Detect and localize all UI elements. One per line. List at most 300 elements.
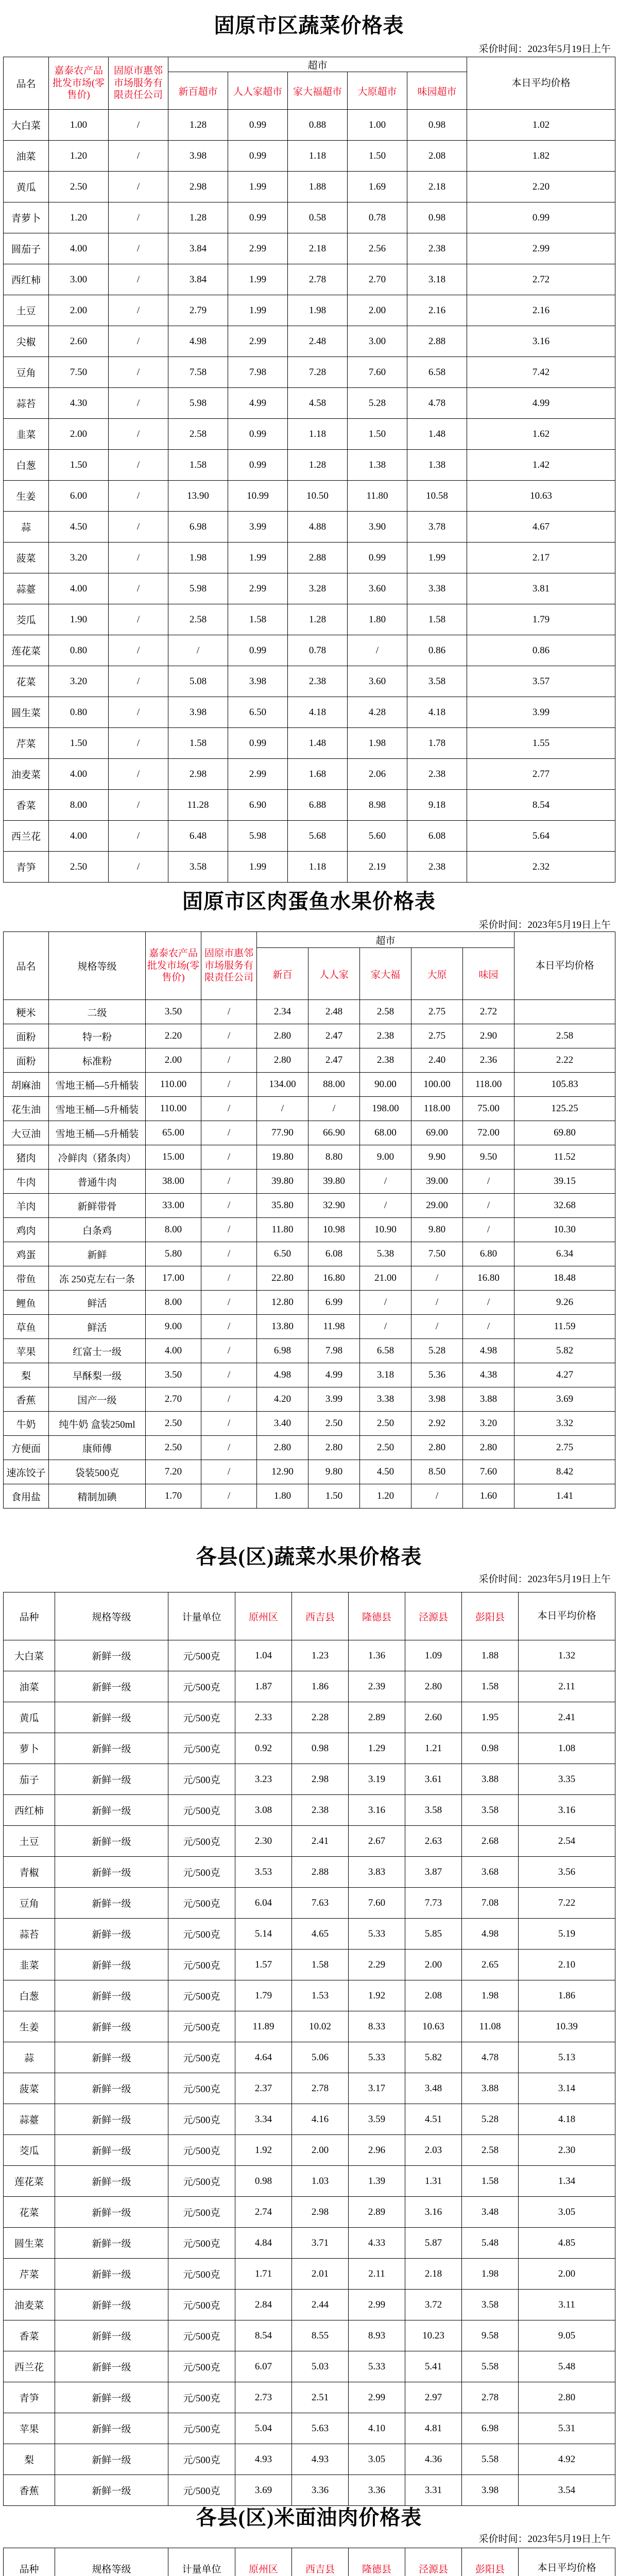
price-cell: 1.28 [168, 110, 228, 141]
item-name: 方便面 [4, 1436, 49, 1460]
price-cell: 2.39 [349, 1671, 405, 1702]
price-cell: 9.58 [462, 2320, 519, 2351]
item-name: 土豆 [4, 1826, 55, 1857]
item-name: 梨 [4, 1363, 49, 1387]
price-cell: 15.00 [146, 1145, 201, 1170]
table-row [4, 1194, 615, 1218]
table-row [4, 512, 615, 543]
spec-cell: 新鲜一级 [55, 2166, 168, 2197]
price-cell: 2.38 [360, 1024, 411, 1048]
price-cell: 4.00 [146, 1339, 201, 1363]
header-shop: 新百 [257, 948, 308, 1000]
price-cell: 66.90 [308, 1121, 360, 1145]
header-county: 原州区 [235, 1592, 292, 1640]
price-cell: 11.80 [257, 1218, 308, 1242]
unit-cell: 元/500克 [168, 1919, 235, 1950]
price-cell: 3.98 [228, 666, 288, 697]
price-cell: 2.98 [168, 759, 228, 790]
price-cell: 3.98 [462, 2475, 519, 2506]
unit-cell: 元/500克 [168, 2475, 235, 2506]
price-cell: 3.53 [235, 1857, 292, 1888]
table-row [4, 141, 615, 172]
price-cell: 1.20 [49, 202, 109, 233]
price-cell: 7.58 [168, 357, 228, 388]
price-cell: 1.98 [288, 295, 348, 326]
price-cell: 39.00 [411, 1170, 463, 1194]
item-name: 芹菜 [4, 2259, 55, 2290]
price-cell: 3.05 [519, 2197, 615, 2228]
item-name: 西红柿 [4, 1795, 55, 1826]
table-row [4, 110, 615, 141]
price-cell: 88.00 [308, 1073, 360, 1097]
spec-cell: 早酥梨一级 [49, 1363, 146, 1387]
price-cell: 2.00 [146, 1048, 201, 1073]
price-cell: 2.75 [411, 1024, 463, 1048]
price-cell: 6.98 [462, 2413, 519, 2444]
price-cell: 3.83 [349, 1857, 405, 1888]
price-cell: 9.80 [411, 1218, 463, 1242]
table-row [4, 697, 615, 728]
price-cell: 2.80 [257, 1048, 308, 1073]
price-cell: 2.97 [405, 2382, 462, 2413]
price-cell: 9.90 [411, 1145, 463, 1170]
price-cell: / [109, 666, 168, 697]
price-cell: 5.28 [348, 388, 407, 419]
table-row [4, 728, 615, 759]
price-cell: 1.68 [288, 759, 348, 790]
price-cell: 5.63 [292, 2413, 349, 2444]
price-cell: 4.30 [49, 388, 109, 419]
price-cell: 2.79 [168, 295, 228, 326]
item-name: 苹果 [4, 1339, 49, 1363]
price-cell: 2.37 [235, 2073, 292, 2104]
price-cell: 2.08 [407, 141, 467, 172]
spec-cell: 雪地王桶—5升桶装 [49, 1121, 146, 1145]
price-cell: 5.06 [292, 2042, 349, 2073]
price-cell: 4.00 [49, 233, 109, 264]
price-cell: 3.20 [49, 666, 109, 697]
section2-title: 固原市区肉蛋鱼水果价格表 [182, 890, 436, 913]
price-cell: 0.86 [407, 635, 467, 666]
table-row [4, 233, 615, 264]
price-cell: 1.03 [292, 2166, 349, 2197]
price-cell: 7.08 [462, 1888, 519, 1919]
price-cell: 105.83 [514, 1073, 615, 1097]
price-cell: 3.58 [407, 666, 467, 697]
price-cell: 0.98 [407, 110, 467, 141]
header-average: 本日平均价格 [519, 1592, 615, 1640]
unit-cell: 元/500克 [168, 1888, 235, 1919]
spec-cell: 雪地王桶—5升桶装 [49, 1073, 146, 1097]
price-cell: 3.50 [146, 1000, 201, 1024]
price-cell: 11.59 [514, 1315, 615, 1339]
item-name: 苹果 [4, 2413, 55, 2444]
price-cell: 5.08 [168, 666, 228, 697]
item-name: 鸡蛋 [4, 1242, 49, 1266]
price-cell: 2.38 [407, 233, 467, 264]
header-wholesale: 嘉泰农产品批发市场(零售价) [49, 57, 109, 110]
price-cell: 39.80 [308, 1170, 360, 1194]
item-name: 油麦菜 [4, 759, 49, 790]
price-cell: 1.50 [308, 1484, 360, 1509]
spec-cell: 纯牛奶 盒装250ml [49, 1412, 146, 1436]
price-cell: 2.00 [292, 2135, 349, 2166]
price-cell: 3.34 [235, 2104, 292, 2135]
price-cell [514, 1000, 615, 1024]
price-cell: 77.90 [257, 1121, 308, 1145]
price-cell: / [109, 357, 168, 388]
price-cell: 2.01 [292, 2259, 349, 2290]
price-cell: 4.99 [228, 388, 288, 419]
price-cell: 3.18 [407, 264, 467, 295]
price-cell: 2.58 [360, 1000, 411, 1024]
item-name: 羊肉 [4, 1194, 49, 1218]
item-name: 萝卜 [4, 1733, 55, 1764]
price-cell: 13.90 [168, 481, 228, 512]
item-name: 牛奶 [4, 1412, 49, 1436]
header-county: 西吉县 [292, 2548, 349, 2576]
table-row [4, 2011, 615, 2042]
item-name: 胡麻油 [4, 1073, 49, 1097]
price-cell: 2.80 [308, 1436, 360, 1460]
unit-cell: 元/500克 [168, 2351, 235, 2382]
price-cell: 0.99 [228, 728, 288, 759]
item-name: 菠菜 [4, 543, 49, 573]
price-cell: 1.18 [288, 852, 348, 883]
price-cell: 1.50 [348, 419, 407, 450]
price-cell: 2.32 [467, 852, 615, 883]
price-cell: 2.75 [411, 1000, 463, 1024]
price-cell: 8.55 [292, 2320, 349, 2351]
table-row [4, 1097, 615, 1121]
price-cell: 2.30 [519, 2135, 615, 2166]
price-cell: 4.98 [257, 1363, 308, 1387]
price-cell: 0.99 [467, 202, 615, 233]
unit-cell: 元/500克 [168, 1795, 235, 1826]
price-cell: 38.00 [146, 1170, 201, 1194]
price-cell: 2.34 [257, 1000, 308, 1024]
price-cell: 3.17 [349, 2073, 405, 2104]
spec-cell: 新鲜带骨 [49, 1194, 146, 1218]
price-cell: 5.04 [235, 2413, 292, 2444]
price-cell: 2.50 [49, 172, 109, 202]
price-cell: 1.58 [168, 728, 228, 759]
header-county: 彭阳县 [462, 1592, 519, 1640]
price-cell: 2.78 [462, 2382, 519, 2413]
price-cell: 2.00 [49, 295, 109, 326]
price-cell: 11.08 [462, 2011, 519, 2042]
price-cell: 11.98 [308, 1315, 360, 1339]
price-cell: 3.87 [405, 1857, 462, 1888]
price-cell: / [109, 604, 168, 635]
item-name: 草鱼 [4, 1315, 49, 1339]
price-cell: 1.90 [49, 604, 109, 635]
table-row [4, 852, 615, 883]
spec-cell: 新鲜一级 [55, 1950, 168, 1980]
price-cell: 125.25 [514, 1097, 615, 1121]
price-cell: 3.78 [407, 512, 467, 543]
price-cell: 10.98 [308, 1218, 360, 1242]
price-cell: 0.98 [292, 1733, 349, 1764]
price-cell: 3.20 [463, 1412, 514, 1436]
table-row [4, 790, 615, 821]
table-row [4, 2413, 615, 2444]
price-cell: 1.00 [348, 110, 407, 141]
price-cell: 1.28 [288, 604, 348, 635]
section3-date: 采价时间：2023年5月19日上午 [478, 1574, 611, 1585]
table-row [4, 2290, 615, 2320]
price-cell: 5.98 [168, 388, 228, 419]
price-cell: / [109, 852, 168, 883]
spec-cell: 新鲜一级 [55, 1640, 168, 1671]
price-cell: 8.42 [514, 1460, 615, 1484]
price-cell: 6.08 [308, 1242, 360, 1266]
table-row [4, 573, 615, 604]
item-name: 西红柿 [4, 264, 49, 295]
price-cell: / [201, 1048, 257, 1073]
price-cell: 9.00 [146, 1315, 201, 1339]
price-cell: 10.23 [405, 2320, 462, 2351]
price-cell: 16.80 [308, 1266, 360, 1291]
spec-cell: 鲜活 [49, 1315, 146, 1339]
price-cell: 2.80 [463, 1436, 514, 1460]
price-cell: 0.80 [49, 635, 109, 666]
price-cell: 198.00 [360, 1097, 411, 1121]
price-cell: / [201, 1000, 257, 1024]
price-cell: 2.80 [257, 1024, 308, 1048]
price-cell: / [201, 1145, 257, 1170]
price-cell: 5.33 [349, 2351, 405, 2382]
item-name: 香蕉 [4, 1387, 49, 1412]
price-cell: 32.90 [308, 1194, 360, 1218]
price-cell: 18.48 [514, 1266, 615, 1291]
header-unit: 计量单位 [168, 2548, 235, 2576]
table-row [4, 295, 615, 326]
price-cell: / [463, 1315, 514, 1339]
price-cell: 5.33 [349, 2042, 405, 2073]
price-cell: 4.18 [407, 697, 467, 728]
price-cell: 2.11 [519, 1671, 615, 1702]
spec-cell: 新鲜一级 [55, 1733, 168, 1764]
price-cell: 39.80 [257, 1170, 308, 1194]
price-cell: 3.60 [348, 666, 407, 697]
price-cell: 1.41 [514, 1484, 615, 1509]
price-cell: 1.42 [467, 450, 615, 481]
spec-cell: 新鲜 [49, 1242, 146, 1266]
table-row [4, 2444, 615, 2475]
price-cell: 10.39 [519, 2011, 615, 2042]
price-cell: 10.63 [467, 481, 615, 512]
price-cell: 7.42 [467, 357, 615, 388]
price-cell: 3.84 [168, 264, 228, 295]
price-cell: 2.50 [49, 852, 109, 883]
price-cell: 2.03 [405, 2135, 462, 2166]
price-cell: / [109, 202, 168, 233]
price-cell: 0.99 [228, 202, 288, 233]
price-cell: 1.71 [235, 2259, 292, 2290]
price-cell: 4.65 [292, 1919, 349, 1950]
price-cell: / [463, 1170, 514, 1194]
price-cell: 22.80 [257, 1266, 308, 1291]
price-cell: / [411, 1266, 463, 1291]
price-cell: 9.18 [407, 790, 467, 821]
price-cell: 5.82 [405, 2042, 462, 2073]
item-name: 油菜 [4, 141, 49, 172]
price-cell: 7.73 [405, 1888, 462, 1919]
county-vegetable-fruit-table [3, 1592, 615, 2506]
price-cell: 2.90 [463, 1024, 514, 1048]
price-cell: 0.99 [228, 450, 288, 481]
price-cell: 3.99 [228, 512, 288, 543]
price-cell: 4.51 [405, 2104, 462, 2135]
price-cell: 6.00 [49, 481, 109, 512]
item-name: 青椒 [4, 1857, 55, 1888]
price-cell: / [201, 1339, 257, 1363]
item-name: 带鱼 [4, 1266, 49, 1291]
header-huijia: 固原市惠邻市场服务有限责任公司 [109, 57, 168, 110]
price-cell: 3.40 [257, 1412, 308, 1436]
price-cell: 2.99 [228, 233, 288, 264]
price-cell: 1.82 [467, 141, 615, 172]
price-cell: 1.58 [292, 1950, 349, 1980]
table-row [4, 1764, 615, 1795]
unit-cell: 元/500克 [168, 2104, 235, 2135]
item-name: 花菜 [4, 2197, 55, 2228]
price-cell: 65.00 [146, 1121, 201, 1145]
item-name: 食用盐 [4, 1484, 49, 1509]
price-cell: 1.34 [519, 2166, 615, 2197]
price-cell: 2.75 [514, 1436, 615, 1460]
price-cell: 9.50 [463, 1145, 514, 1170]
price-cell: 1.08 [519, 1733, 615, 1764]
price-cell: / [257, 1097, 308, 1121]
price-cell: 2.99 [228, 326, 288, 357]
price-cell: 3.88 [463, 1387, 514, 1412]
price-cell: / [109, 264, 168, 295]
price-cell: 19.80 [257, 1145, 308, 1170]
item-name: 油麦菜 [4, 2290, 55, 2320]
price-cell: 1.92 [235, 2135, 292, 2166]
price-cell: 2.48 [288, 326, 348, 357]
price-cell: 13.80 [257, 1315, 308, 1339]
price-cell: 2.63 [405, 1826, 462, 1857]
price-cell: 1.28 [288, 450, 348, 481]
price-cell: 1.79 [467, 604, 615, 635]
price-cell: 2.89 [349, 2197, 405, 2228]
price-cell: 17.00 [146, 1266, 201, 1291]
unit-cell: 元/500克 [168, 2259, 235, 2290]
price-cell: 11.28 [168, 790, 228, 821]
table-row [4, 1888, 615, 1919]
spec-cell: 新鲜一级 [55, 2444, 168, 2475]
spec-cell: 普通牛肉 [49, 1170, 146, 1194]
spec-cell: 新鲜一级 [55, 2259, 168, 2290]
table-row [4, 1484, 615, 1509]
price-cell: 3.90 [348, 512, 407, 543]
price-cell: / [201, 1024, 257, 1048]
price-cell: 1.09 [405, 1640, 462, 1671]
price-cell: 1.99 [407, 543, 467, 573]
price-cell: 2.50 [146, 1436, 201, 1460]
price-cell: 2.58 [514, 1024, 615, 1048]
price-cell: 4.88 [288, 512, 348, 543]
item-name: 圆茄子 [4, 233, 49, 264]
price-cell: 1.99 [228, 543, 288, 573]
table-row [4, 1640, 615, 1671]
price-cell: 1.95 [462, 1702, 519, 1733]
price-cell: 4.78 [462, 2042, 519, 2073]
price-cell: 2.06 [348, 759, 407, 790]
price-cell: 4.50 [360, 1460, 411, 1484]
table-row [4, 2104, 615, 2135]
table-row [4, 1412, 615, 1436]
price-cell: / [201, 1121, 257, 1145]
header-row [4, 2548, 615, 2576]
unit-cell: 元/500克 [168, 2073, 235, 2104]
price-cell: 3.98 [168, 141, 228, 172]
item-name: 香菜 [4, 2320, 55, 2351]
table-row [4, 1218, 615, 1242]
table-row [4, 1145, 615, 1170]
table-row [4, 264, 615, 295]
price-cell: 4.64 [235, 2042, 292, 2073]
table-row [4, 1671, 615, 1702]
price-cell: 11.89 [235, 2011, 292, 2042]
item-name: 蒜 [4, 2042, 55, 2073]
price-cell: 4.93 [292, 2444, 349, 2475]
price-cell: 16.80 [463, 1266, 514, 1291]
price-cell: 5.68 [288, 821, 348, 852]
spec-cell: 精制加碘 [49, 1484, 146, 1509]
price-cell: 4.18 [519, 2104, 615, 2135]
price-cell: 1.98 [348, 728, 407, 759]
price-cell: 7.60 [348, 357, 407, 388]
price-cell: 3.31 [405, 2475, 462, 2506]
price-cell: 2.98 [168, 172, 228, 202]
price-cell: 6.08 [407, 821, 467, 852]
price-cell: 6.88 [288, 790, 348, 821]
price-cell: / [463, 1218, 514, 1242]
price-cell: 118.00 [411, 1097, 463, 1121]
header-shop: 新百超市 [168, 72, 228, 110]
price-cell: 5.14 [235, 1919, 292, 1950]
table-row [4, 357, 615, 388]
price-cell: 1.57 [235, 1950, 292, 1980]
price-cell: 1.99 [228, 172, 288, 202]
price-cell: 2.72 [467, 264, 615, 295]
price-cell: 7.60 [463, 1460, 514, 1484]
price-cell: 5.19 [519, 1919, 615, 1950]
price-cell: 5.28 [462, 2104, 519, 2135]
table-row [4, 450, 615, 481]
price-cell: 2.51 [292, 2382, 349, 2413]
table-row [4, 388, 615, 419]
table-row [4, 1315, 615, 1339]
header-name: 品种 [4, 2548, 55, 2576]
county-grain-oil-meat-table [3, 2548, 615, 2576]
table-row [4, 1024, 615, 1048]
price-cell: 3.50 [146, 1363, 201, 1387]
unit-cell: 元/500克 [168, 1764, 235, 1795]
spec-cell: 新鲜一级 [55, 2413, 168, 2444]
price-cell: 1.88 [288, 172, 348, 202]
price-cell: 4.20 [257, 1387, 308, 1412]
table-row [4, 1000, 615, 1024]
price-cell: 4.00 [49, 573, 109, 604]
price-cell: / [109, 821, 168, 852]
header-county: 泾源县 [405, 1592, 462, 1640]
spec-cell: 新鲜一级 [55, 2073, 168, 2104]
